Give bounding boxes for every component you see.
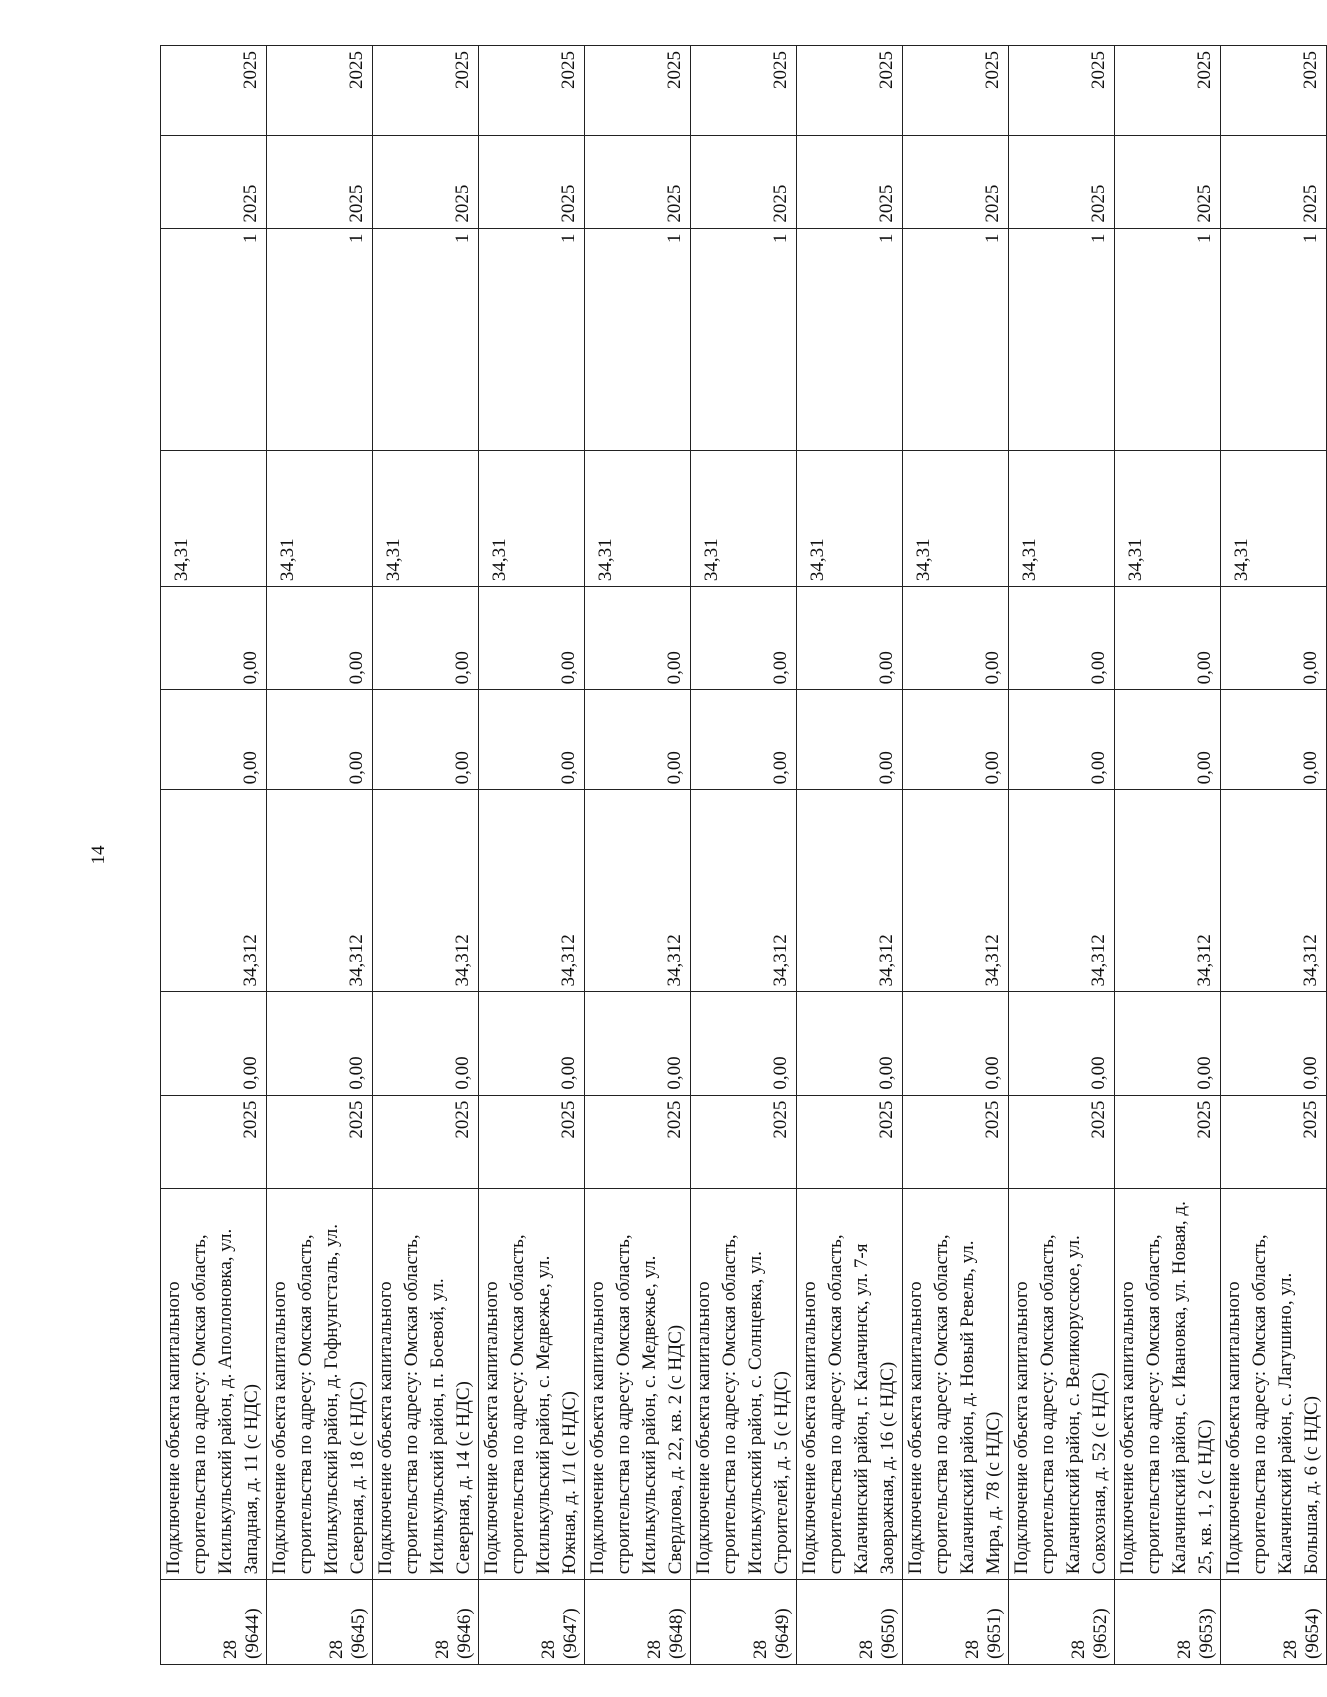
value-1-cell: 0,00 xyxy=(1009,992,1115,1095)
value-5-cell: 34,31 xyxy=(373,451,479,587)
value-3-cell: 0,00 xyxy=(1009,690,1115,790)
value-4-cell: 0,00 xyxy=(373,587,479,690)
quantity-cell: 1 xyxy=(1009,228,1115,451)
page-number: 14 xyxy=(88,845,109,865)
value-5-cell: 34,31 xyxy=(267,451,373,587)
value-3-cell: 0,00 xyxy=(267,690,373,790)
table-row xyxy=(373,46,479,1665)
row-number: 28 xyxy=(432,1640,453,1659)
quantity-cell: 1 xyxy=(373,228,479,451)
table-row xyxy=(797,46,903,1665)
value-2-cell: 34,312 xyxy=(267,790,373,992)
year-end-cell: 2025 xyxy=(479,136,585,228)
table-row xyxy=(1115,46,1221,1665)
value-5-cell: 34,31 xyxy=(585,451,691,587)
year-start-cell: 2025 xyxy=(1009,1095,1115,1188)
description-cell: Подключение объекта капитального строительства по адресу: Омская область, Исилькульский район, с. Медвежье, ул. Свердлова, д. 22, кв. 2 (с НДС) xyxy=(585,1189,691,1580)
description-cell: Подключение объекта капитального строительства по адресу: Омская область, Исилькульский район, д. Аполлоновка, ул. Западная, д. 11 (с НДС) xyxy=(161,1189,267,1580)
value-1-cell: 0,00 xyxy=(1221,992,1327,1095)
value-5-cell: 34,31 xyxy=(479,451,585,587)
quantity-cell: 1 xyxy=(479,228,585,451)
year-end-cell: 2025 xyxy=(797,136,903,228)
value-3-cell: 0,00 xyxy=(373,690,479,790)
year-end-cell: 2025 xyxy=(585,136,691,228)
value-3-cell: 0,00 xyxy=(479,690,585,790)
description-cell: Подключение объекта капитального строительства по адресу: Омская область, Исилькульский район, с. Солнцевка, ул. Строителей, д. 5 (с НДС) xyxy=(691,1189,797,1580)
value-1-cell: 0,00 xyxy=(161,992,267,1095)
value-4-cell: 0,00 xyxy=(903,587,1009,690)
row-code: (9650) xyxy=(878,1608,899,1659)
year-end-cell: 2025 xyxy=(267,136,373,228)
value-4-cell: 0,00 xyxy=(267,587,373,690)
year-final-cell: 2025 xyxy=(373,46,479,136)
year-start-cell: 2025 xyxy=(797,1095,903,1188)
value-2-cell: 34,312 xyxy=(479,790,585,992)
year-final-cell: 2025 xyxy=(479,46,585,136)
description-cell: Подключение объекта капитального строительства по адресу: Омская область, Калачинский район, с. Великорусское, ул. Совхозная, д. 52 (с НДС) xyxy=(1009,1189,1115,1580)
year-final-cell: 2025 xyxy=(903,46,1009,136)
row-number: 28 xyxy=(856,1640,877,1659)
value-5-cell: 34,31 xyxy=(161,451,267,587)
quantity-cell: 1 xyxy=(585,228,691,451)
row-number: 28 xyxy=(538,1640,559,1659)
year-final-cell: 2025 xyxy=(797,46,903,136)
row-number-cell xyxy=(479,1580,585,1665)
row-code: (9651) xyxy=(984,1608,1005,1659)
year-final-cell: 2025 xyxy=(1009,46,1115,136)
year-start-cell: 2025 xyxy=(903,1095,1009,1188)
year-end-cell: 2025 xyxy=(161,136,267,228)
value-2-cell: 34,312 xyxy=(691,790,797,992)
row-code: (9649) xyxy=(772,1608,793,1659)
row-code: (9648) xyxy=(666,1608,687,1659)
row-code: (9654) xyxy=(1302,1608,1323,1659)
row-number-cell xyxy=(691,1580,797,1665)
description-cell: Подключение объекта капитального строительства по адресу: Омская область, Исилькульский район, д. Гофнунгсталь, ул. Северная, д. 18 (с НДС) xyxy=(267,1189,373,1580)
investment-program-table xyxy=(160,45,1327,1665)
value-4-cell: 0,00 xyxy=(797,587,903,690)
row-number: 28 xyxy=(1068,1640,1089,1659)
description-cell: Подключение объекта капитального строительства по адресу: Омская область, Исилькульский район, с. Медвежье, ул. Южная, д. 1/1 (с НДС) xyxy=(479,1189,585,1580)
value-2-cell: 34,312 xyxy=(797,790,903,992)
quantity-cell: 1 xyxy=(797,228,903,451)
value-3-cell: 0,00 xyxy=(585,690,691,790)
rotated-table-container xyxy=(160,45,1323,1665)
value-2-cell: 34,312 xyxy=(1009,790,1115,992)
year-start-cell: 2025 xyxy=(585,1095,691,1188)
quantity-cell: 1 xyxy=(1115,228,1221,451)
value-1-cell: 0,00 xyxy=(373,992,479,1095)
value-4-cell: 0,00 xyxy=(585,587,691,690)
value-2-cell: 34,312 xyxy=(1221,790,1327,992)
row-code: (9647) xyxy=(560,1608,581,1659)
year-start-cell: 2025 xyxy=(691,1095,797,1188)
row-number-cell xyxy=(797,1580,903,1665)
table-row xyxy=(1009,46,1115,1665)
value-3-cell: 0,00 xyxy=(797,690,903,790)
quantity-cell: 1 xyxy=(691,228,797,451)
value-2-cell: 34,312 xyxy=(903,790,1009,992)
year-final-cell: 2025 xyxy=(161,46,267,136)
value-5-cell: 34,31 xyxy=(691,451,797,587)
year-end-cell: 2025 xyxy=(373,136,479,228)
quantity-cell: 1 xyxy=(1221,228,1327,451)
row-number: 28 xyxy=(750,1640,771,1659)
row-number-cell xyxy=(585,1580,691,1665)
year-start-cell: 2025 xyxy=(373,1095,479,1188)
table-row xyxy=(1221,46,1327,1665)
year-start-cell: 2025 xyxy=(1115,1095,1221,1188)
value-1-cell: 0,00 xyxy=(585,992,691,1095)
row-number: 28 xyxy=(220,1640,241,1659)
year-start-cell: 2025 xyxy=(161,1095,267,1188)
row-code: (9645) xyxy=(348,1608,369,1659)
description-cell: Подключение объекта капитального строительства по адресу: Омская область, Калачинский район, д. Новый Ревель, ул. Мира, д. 78 (с НДС) xyxy=(903,1189,1009,1580)
value-4-cell: 0,00 xyxy=(1009,587,1115,690)
value-1-cell: 0,00 xyxy=(267,992,373,1095)
value-2-cell: 34,312 xyxy=(373,790,479,992)
year-end-cell: 2025 xyxy=(1221,136,1327,228)
value-5-cell: 34,31 xyxy=(1221,451,1327,587)
value-5-cell: 34,31 xyxy=(903,451,1009,587)
value-1-cell: 0,00 xyxy=(479,992,585,1095)
value-4-cell: 0,00 xyxy=(1221,587,1327,690)
row-number-cell xyxy=(161,1580,267,1665)
value-5-cell: 34,31 xyxy=(1009,451,1115,587)
year-start-cell: 2025 xyxy=(479,1095,585,1188)
row-number: 28 xyxy=(1280,1640,1301,1659)
value-2-cell: 34,312 xyxy=(585,790,691,992)
value-3-cell: 0,00 xyxy=(161,690,267,790)
row-number-cell xyxy=(903,1580,1009,1665)
year-end-cell: 2025 xyxy=(1115,136,1221,228)
year-final-cell: 2025 xyxy=(267,46,373,136)
value-4-cell: 0,00 xyxy=(691,587,797,690)
year-final-cell: 2025 xyxy=(585,46,691,136)
description-cell: Подключение объекта капитального строительства по адресу: Омская область, Исилькульский район, п. Боевой, ул. Северная, д. 14 (с НДС) xyxy=(373,1189,479,1580)
description-cell: Подключение объекта капитального строительства по адресу: Омская область, Калачинский район, г. Калачинск, ул. 7-я Заовражная, д. 16 (с НДС) xyxy=(797,1189,903,1580)
table-row xyxy=(903,46,1009,1665)
value-3-cell: 0,00 xyxy=(1115,690,1221,790)
row-number-cell xyxy=(267,1580,373,1665)
year-end-cell: 2025 xyxy=(903,136,1009,228)
quantity-cell: 1 xyxy=(903,228,1009,451)
year-start-cell: 2025 xyxy=(1221,1095,1327,1188)
row-number: 28 xyxy=(644,1640,665,1659)
value-4-cell: 0,00 xyxy=(479,587,585,690)
table-row xyxy=(267,46,373,1665)
row-number: 28 xyxy=(1174,1640,1195,1659)
row-code: (9652) xyxy=(1090,1608,1111,1659)
value-1-cell: 0,00 xyxy=(903,992,1009,1095)
row-code: (9646) xyxy=(454,1608,475,1659)
value-1-cell: 0,00 xyxy=(1115,992,1221,1095)
value-3-cell: 0,00 xyxy=(903,690,1009,790)
table-row xyxy=(161,46,267,1665)
row-code: (9644) xyxy=(242,1608,263,1659)
value-2-cell: 34,312 xyxy=(1115,790,1221,992)
value-5-cell: 34,31 xyxy=(797,451,903,587)
value-5-cell: 34,31 xyxy=(1115,451,1221,587)
row-number: 28 xyxy=(326,1640,347,1659)
year-final-cell: 2025 xyxy=(691,46,797,136)
value-3-cell: 0,00 xyxy=(691,690,797,790)
description-cell: Подключение объекта капитального строительства по адресу: Омская область, Калачинский район, с. Ивановка, ул. Новая, д. 25, кв. 1, 2 (с НДС) xyxy=(1115,1189,1221,1580)
year-final-cell: 2025 xyxy=(1115,46,1221,136)
row-code: (9653) xyxy=(1196,1608,1217,1659)
quantity-cell: 1 xyxy=(161,228,267,451)
table-row xyxy=(691,46,797,1665)
year-end-cell: 2025 xyxy=(691,136,797,228)
table-body xyxy=(161,46,1327,1665)
year-start-cell: 2025 xyxy=(267,1095,373,1188)
table-row xyxy=(585,46,691,1665)
value-1-cell: 0,00 xyxy=(797,992,903,1095)
value-4-cell: 0,00 xyxy=(1115,587,1221,690)
table-row xyxy=(479,46,585,1665)
row-number-cell xyxy=(1115,1580,1221,1665)
year-final-cell: 2025 xyxy=(1221,46,1327,136)
value-3-cell: 0,00 xyxy=(1221,690,1327,790)
row-number-cell xyxy=(1221,1580,1327,1665)
value-2-cell: 34,312 xyxy=(161,790,267,992)
year-end-cell: 2025 xyxy=(1009,136,1115,228)
quantity-cell: 1 xyxy=(267,228,373,451)
row-number-cell xyxy=(1009,1580,1115,1665)
row-number-cell xyxy=(373,1580,479,1665)
value-1-cell: 0,00 xyxy=(691,992,797,1095)
description-cell: Подключение объекта капитального строительства по адресу: Омская область, Калачинский район, с. Лагушино, ул. Большая, д. 6 (с НДС) xyxy=(1221,1189,1327,1580)
row-number: 28 xyxy=(962,1640,983,1659)
value-4-cell: 0,00 xyxy=(161,587,267,690)
